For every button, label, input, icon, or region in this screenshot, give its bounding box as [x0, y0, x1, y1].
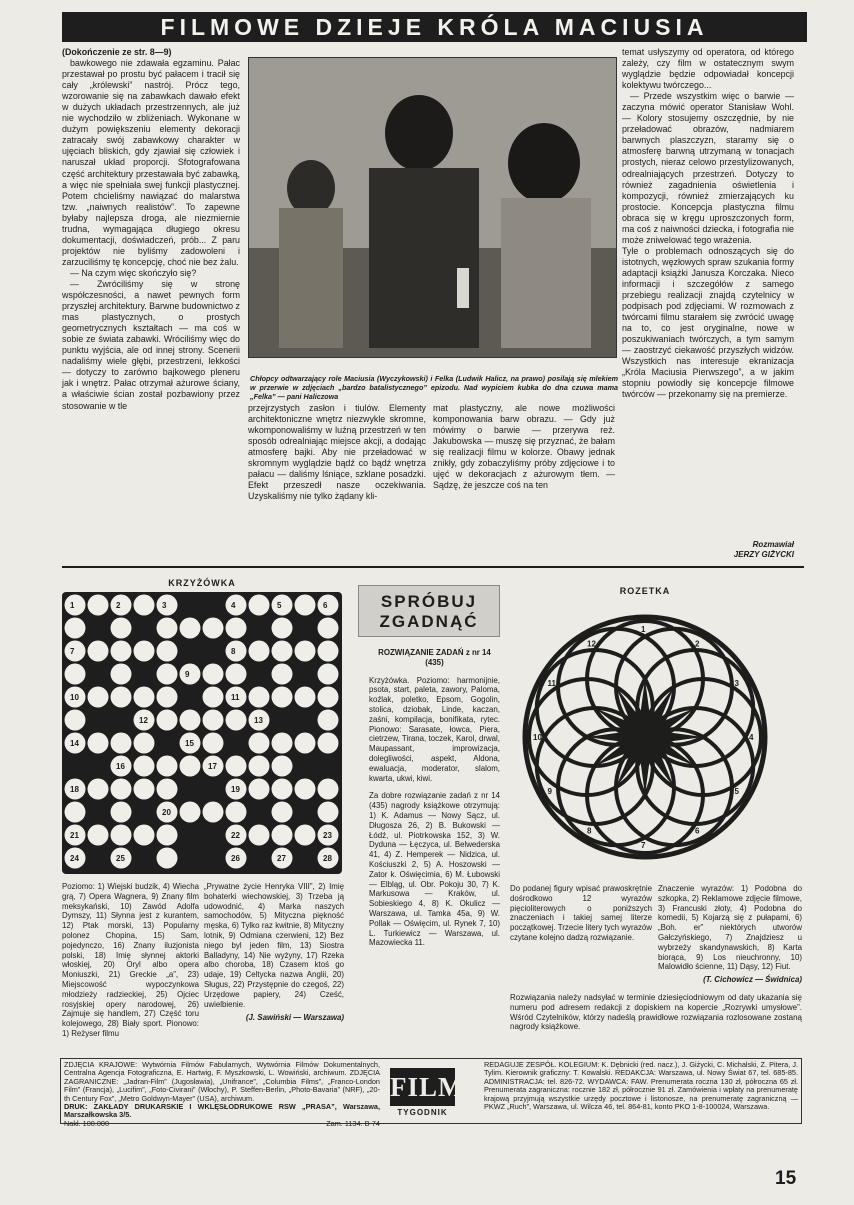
crossword-cell [111, 664, 132, 685]
paragraph: bawkowego nie zdawała egzaminu. Pałac przestawał po prostu być pałacem i tracił się cały „królewski” nastrój. Prócz tego, wzorowanie się na zabawkach dawało efekt w dużych układach przestrzennych, ale już nie wychodziło w zbliżeniach. Wykonane w dużym powiększeniu elementy dekoracji zatracały swój zabawkowy charakter w ujęciach bliskich, gdy zjawiał się człowiek i naruszał układ proporcji. Sfotografowana część architektury przestawała być zabawką, a więc nie spełniała swej funkcji plastycznej. Potem chcieliśmy nawiązać do malarstwa tzw. „naiwnych realistów”. To zapewne byłaby najlepsza droga, ale niezmiernie trudna, wymagająca długiego okresu dokumentacji, doświadczeń, prób... Z paru projektów nie byliśmy zadowoleni i zarzuciliśmy tę koncepcję, choć nie bez żalu. [62, 58, 240, 267]
crossword-number: 26 [231, 854, 240, 863]
crossword-cell [226, 641, 247, 662]
quiz-title-box [358, 585, 500, 637]
rosette-number: 7 [641, 841, 646, 850]
crossword-cell [203, 733, 224, 754]
crossword-number: 7 [70, 647, 75, 656]
paragraph: — Zwróciliśmy się w stronę współczesności, a nawet pewnych form przyszłej architektury. Barwne budownictwo z mas plastycznych, o prostych geometrycznych kształtach — ma coś w sobie ze świata zabawki. Wróciliśmy więc do punktu wyjścia, ale od innej strony. Scenerii nadaliśmy wiele głębi, przestrzeni, lekkości — dotyczy to zarówno bajkowego pleneru jak i wnętrz. Pałac otrzymał ażurowe ściany, a właściwie ścian został pozbawiony przez stosowanie w tle [62, 278, 240, 411]
crossword-cell [272, 618, 293, 639]
footer-editorial-text: REDAGUJE ZESPÓŁ. KOLEGIUM: K. Dębnicki (red. nacz.), J. Giżycki, C. Michalski, Z. Pitera, J. Tylim. Kierownik graficzny: T. Kowalski. REDAKCJA: Warszawa, ul. Nowy Świat 67, tel. 685-85. ADMINISTRACJA: tel. 826-72. WYDAWCA: FAW. Prenumerata roczna 130 zł, półroczna 65 zł. Prenumerata zagraniczna: rocznie 182 zł, półrocznie 91 zł. Zamówienia i wpłaty na prenumeratę krajową przyjmują wszystkie urzędy pocztowe i listonosze, na prenumeratę zagraniczną — PKWZ „Ruch”, Warszawa, ul. Wilcza 46, tel. 864-81, konto PKO 1-8-100024, Warszawa. [484, 1060, 798, 1112]
crossword-cell [318, 618, 339, 639]
crossword-cell [203, 710, 224, 731]
crossword-cell [111, 802, 132, 823]
article-column-2 [248, 403, 426, 555]
crossword-cell [111, 641, 132, 662]
crossword-cell [249, 733, 270, 754]
crossword-cell [249, 687, 270, 708]
film-logo: FILM [390, 1068, 455, 1106]
crossword-cell [318, 779, 339, 800]
article-title-banner: FILMOWE DZIEJE KRÓLA MACIUSIA [62, 12, 807, 42]
crossword-cell [134, 825, 155, 846]
footer-order: Zam. 1134. B-74 [326, 1118, 380, 1128]
paragraph: — Na czym więc skończyło się? [70, 267, 197, 278]
crossword-number: 5 [277, 601, 282, 610]
crossword-cell [111, 733, 132, 754]
crossword-cell [88, 687, 109, 708]
crossword-cell [157, 710, 178, 731]
crossword-number: 6 [323, 601, 328, 610]
footer-print: DRUK: ZAKŁADY DRUKARSKIE I WKLĘSŁODRUKOWE RSW „PRASA”, Warszawa, Marszałkowska 3/5. [64, 1102, 380, 1120]
article-column-1 [62, 47, 240, 554]
footer-photo-credits: ZDJĘCIA KRAJOWE: Wytwórnia Filmów Fabularnych, Wytwórnia Filmów Dokumentalnych, Centralna Agencja Fotograficzna, E. Hartwig, F. Myszkowski, L. Wowiński, archiwum. ZDJĘCIA ZAGRANICZNE: „Jadran-Film” (Jugosławia), „Unifrance”, „Columbia Films”, „Franco-London Film” (Francja), „Lucifim”, „Foto-Civirani” (Włochy), P. Steffen-Berlin, „Photo-Bavaria” (NRF), „20-th Century Fox”, „Metro Goldwyn-Mayer” (USA), archiwum. [64, 1060, 380, 1103]
crossword-number: 1 [70, 601, 75, 610]
crossword-cell [295, 595, 316, 616]
crossword-cell [318, 641, 339, 662]
continuation-note: (Dokończenie ze str. 8—9) [62, 47, 172, 57]
crossword-clues-right [204, 882, 344, 1052]
crossword-cell [134, 756, 155, 777]
crossword-cell [249, 756, 270, 777]
crossword-cell [203, 618, 224, 639]
crossword-svg [62, 592, 342, 874]
crossword-cell [88, 733, 109, 754]
crossword-cell [88, 825, 109, 846]
crossword-cell [272, 641, 293, 662]
crossword-cell [272, 687, 293, 708]
crossword-number: 28 [323, 854, 332, 863]
crossword-number: 27 [277, 854, 286, 863]
crossword-number: 16 [116, 762, 125, 771]
quiz-title-line1: SPRÓBUJ [380, 592, 478, 611]
crossword-cell [134, 595, 155, 616]
crossword-cell [157, 848, 178, 869]
crossword-cell [65, 618, 86, 639]
crossword-cell [226, 618, 247, 639]
rosette-number: 3 [734, 679, 739, 688]
rosette-svg [520, 600, 770, 875]
crossword-cell [157, 595, 178, 616]
crossword-number: 19 [231, 785, 240, 794]
crossword-cell [226, 802, 247, 823]
crossword-cell [180, 618, 201, 639]
crossword-title: KRZYŻÓWKA [168, 578, 236, 588]
rosette-instructions: Do podanej figury wpisać prawoskrętnie dośrodkowo 12 wyrazów pięcioliterowych o poniższych znaczeniach i takiej samej literze początkowej. Trzecie litery tych wyrazów czytane kolejno dadzą rozwiązanie. [510, 884, 652, 942]
crossword-number: 10 [70, 693, 79, 702]
crossword-cell [134, 687, 155, 708]
crossword-cell [226, 595, 247, 616]
crossword-cell [180, 802, 201, 823]
paragraph: przejrzystych zasłon i tiulów. Elementy architektoniczne wnętrz niezwykle skromne, wkomponowaliśmy w luźną przestrzeń w ten sposób odrealniając miejsce akcji, a dodając atmosferę bajki. Aby nie przeładować w skromnym wyglądzie bądź co bądź wnętrza pałacu — daliśmy lśniące, szklane posadzki. Efekt przeszedł nasze oczekiwania. Uzyskaliśmy nie tylko żądany kli- [248, 403, 426, 502]
rosette-number: 6 [695, 826, 700, 836]
crossword-cell [272, 756, 293, 777]
crossword-cell [249, 825, 270, 846]
crossword-cell [111, 595, 132, 616]
paragraph: mat plastyczny, ale nowe możliwości komponowania barw obrazu. — Gdy już mówimy o barwie — przerywa reż. Jakubowska — muszę się przyznać, że bałam się realizacji filmu w kolorze. Obawy jednak znikły, gdy zobaczyliśmy próby zdjęciowe i to ujęć w dekoracjach z ażurowym tłem. — Sądzę, że jeszcze coś na ten [433, 403, 615, 491]
article-column-4 [622, 47, 794, 539]
crossword-cell [249, 641, 270, 662]
photo-illustration [249, 58, 616, 357]
rosette-number: 12 [587, 639, 596, 649]
rosette-clues: Znaczenie wyrazów: 1) Podobna do szkopka, 2) Reklamowe zdjęcie filmowe, 3) Francuski złoty, 4) Podobna do komedii, 5) Kojarzą się z pułapami, 6) „Boh. er” niektórych utworów Gałczyńskiego, 7) Znajdziesz u wybrzeży skandynawskich, 8) Karta biorąca, 9) Los nieuchronny, 10) Malowidło ścienne, 11) Dąsy, 12) Fiut. [658, 884, 802, 972]
crossword-number: 2 [116, 601, 121, 610]
crossword-cell [318, 664, 339, 685]
crossword-cell [157, 825, 178, 846]
crossword-cell [157, 664, 178, 685]
crossword-cell [272, 802, 293, 823]
crossword-number: 18 [70, 785, 79, 794]
crossword-cell [203, 664, 224, 685]
crossword-cell [226, 756, 247, 777]
crossword-cell [226, 710, 247, 731]
rosette-number: 11 [547, 679, 556, 688]
paragraph: temat usłyszymy od operatora, od którego zależy, czy film w ostatecznym swym wyglądzie będzie odpowiadał koncepcji kolektywu twórczego... [622, 47, 794, 91]
crossword-cell [272, 733, 293, 754]
footer-circulation: Nakł. 100.000 [64, 1118, 110, 1128]
rosette-title: ROZETKA [619, 586, 671, 596]
crossword-cell [295, 641, 316, 662]
quiz-title-line2: ZGADNĄĆ [379, 612, 479, 631]
rosette-number: 9 [547, 787, 552, 796]
rosette-number: 10 [533, 733, 542, 742]
crossword-clues-left [62, 882, 199, 1052]
article-photo [248, 57, 617, 358]
crossword-number: 17 [208, 762, 217, 771]
crossword-cell [295, 779, 316, 800]
crossword-number: 25 [116, 854, 125, 863]
crossword-cell [295, 687, 316, 708]
footer-editorial [484, 1061, 798, 1121]
crossword-cell [65, 641, 86, 662]
crossword-author: (J. Sawiński — Warszawa) [245, 1013, 344, 1023]
footer-circulation-line [64, 1120, 380, 1128]
crossword-cell [134, 733, 155, 754]
crossword-cell [157, 641, 178, 662]
signature: JERZY GIŻYCKI [733, 550, 794, 559]
signature-intro: Rozmawiał [752, 540, 794, 549]
crossword-number: 8 [231, 647, 236, 656]
crossword-cell [249, 595, 270, 616]
rosette-number: 4 [749, 733, 754, 742]
winners-text: Za dobre rozwiązanie zadań z nr 14 (435) nagrody książkowe otrzymują: 1) K. Adamus — Nowy Sącz, ul. Długosza 26, 2) B. Bukowski — Łódź, ul. Piotrkowska 152, 3) W. Dyduna — Łęczyca, ul. Belwederska 41, 4) Z. Hemperek — Nidzica, ul. Kościuszki 2, 5) A. Hoszowski — Zator k. Oświęcimia, 6) M. Łubowski — Elbląg, ul. Obr. Pokoju 30, 7) K. Markusowa — Kraków, ul. Sobieskiego 4, 8) K. Okulicz — Warszawa, ul. Tamka 45a, 9) W. Pollak — Oświęcim, ul. Rynek 7, 10) L. Turkiewicz — Warszawa, ul. Mazowiecka 11. [369, 791, 500, 948]
quiz-note [510, 993, 802, 1053]
crossword-cell [65, 664, 86, 685]
crossword-cell [88, 641, 109, 662]
crossword-cell [318, 710, 339, 731]
crossword-cell [88, 595, 109, 616]
crossword-cell [157, 779, 178, 800]
crossword-cell [111, 779, 132, 800]
crossword-cell [295, 733, 316, 754]
crossword-cell [111, 687, 132, 708]
rosette-number: 1 [641, 625, 646, 634]
crossword-cell [111, 825, 132, 846]
crossword-clues: Poziomo: 1) Wiejski budzik, 4) Wiecha grą, 7) Opera Wagnera, 9) Znany film meksykański, 10) Zawód Adolfa Dymszy, 11) Słynna jest z kurantem, 12) Ptak morski, 13) Popularny polonez Chopina, 15) Sam, pojedynczo, 16) Znany iluzjonista polski, 18) Imię słynnej aktorki włoskiej, 20) Oryl albo opera Moniuszki, 21) Greckie „a”, 23) Miejscowość wypoczynkowa młodzieży radzieckiej, 25) Ojciec rosyjskiej opery narodowej, 26) Zajmuje się handlem, 27) Część toru kolejowego, 28) Biały sport. Pionowo: 1) Reżyser filmu [62, 882, 199, 1038]
rosette-number: 2 [695, 639, 700, 649]
crossword-cell [203, 802, 224, 823]
photo-caption: Chłopcy odtwarzający role Maciusia (Wyczykowski) i Felka (Ludwik Halicz, na prawo) posilają się mlekiem w przerwie w zdjęciach „bardzo batalistycznego” epizodu. Nad wypiciem kubka do dna czuwa mama „Felka” — pani Haliczowa [250, 374, 618, 401]
crossword-cell [272, 595, 293, 616]
crossword-cell [65, 710, 86, 731]
quiz-solutions [369, 648, 500, 1053]
crossword-number: 14 [70, 739, 79, 748]
crossword-cell [157, 618, 178, 639]
crossword-cell [134, 779, 155, 800]
crossword-cell [249, 779, 270, 800]
rosette-text-right [658, 884, 802, 990]
crossword-clues-continued: „Prywatne życie Henryka VIII”, 2) Imię bohaterki wiechowskiej, 3) Trzeba ją udowodnić, 4) Marka naszych samochodów, 5) Mityczna piękność męska, 6) Tylko raz kwitnie, 8) Mityczny lotnik, 9) Odmiana czerwieni, 12) Bez niego byl jeden film, 13) Siostra Balladyny, 14) Nie wyżyny, 17) Rzeka albo choroba, 18) Czasem ktoś go udaje, 19) Celtycka nazwa Anglii, 20) Sługus, 22) Przystępnie do czegoś, 22) Urzędowe papiery, 24) Cześć, uwielbienie. [204, 882, 344, 1009]
paragraph: Tyle o problemach odnoszących się do istotnych, węzłowych spraw szukania formy adaptacji książki Janusza Korczaka. Nieco informacji i szczegółów z samego przebiegu realizacji znajdą czytelnicy w podpisach pod zdjęciami. W rozmowach z twórcami filmu starałem się zwrócić uwagę na to, co jest oryginalne, nowe w poszukiwaniach twórczych, a tym samym — zaostrzyć ciekawość przyszłych widzów. Wszystkich nas interesuje ekranizacja „Króla Maciusia Pierwszego”, a w jakim stopniu powiodły się koncepcje filmowe twórców — przekonamy się na premierze. [622, 245, 794, 400]
rosette-figure [520, 600, 770, 875]
crossword-cell [180, 710, 201, 731]
crossword-number: 15 [185, 739, 194, 748]
article-column-3 [433, 403, 615, 555]
crossword-cell [65, 802, 86, 823]
crossword-number: 24 [70, 854, 79, 863]
crossword-number: 13 [254, 716, 263, 725]
crossword-cell [318, 687, 339, 708]
crossword-cell [295, 825, 316, 846]
crossword-cell [157, 687, 178, 708]
crossword-number: 20 [162, 808, 171, 817]
crossword-number: 23 [323, 831, 332, 840]
crossword-number: 12 [139, 716, 148, 725]
crossword-number: 9 [185, 670, 190, 679]
crossword-cell [226, 664, 247, 685]
crossword-cell [272, 825, 293, 846]
crossword-number: 3 [162, 601, 167, 610]
crossword-number: 4 [231, 601, 236, 610]
footer-credits [64, 1060, 380, 1128]
rosette-text-left [510, 884, 652, 990]
crossword-number: 22 [231, 831, 240, 840]
page-number: 15 [775, 1168, 797, 1189]
quiz-note-text: Rozwiązania należy nadsyłać w terminie dziesięciodniowym od daty ukazania się numeru pod adresem redakcji z dopiskiem na kopercie „Rozrywki umysłowe”. Wśród Czytelników, którzy nadeślą prawidłowe rozwiązania rozlosowane zostaną nagrody książkowe. [510, 993, 802, 1032]
crossword-cell [111, 618, 132, 639]
crossword-cell [88, 779, 109, 800]
solutions-title: ROZWIĄZANIE ZADAŃ z nr 14 (435) [378, 648, 491, 667]
crossword-cell [272, 779, 293, 800]
crossword-cell [318, 733, 339, 754]
crossword-grid [62, 592, 342, 874]
solutions-text: Krzyżówka. Poziomo: harmonijnie, psota, start, paleta, zawory, Paloma, koźlak, poletko, Epsom, Gogolin, stolica, dziobak, Linde, kaczan, zaśni, kompilacja, bonifikata, rytec. Pionowo: Sarasate, łowca, Piera, cietrzew, Tirana, toczek, Karol, drwal, Maupassant, improwizacja, dolegliwości, aspekt, Aldona, ewaluacja, moderator, slalom, kwarta, ukwi, kiwi. [369, 675, 500, 783]
crossword-cell [65, 595, 86, 616]
crossword-cell [180, 664, 201, 685]
film-logo-subtitle: TYGODNIK [397, 1108, 448, 1117]
rosette-number: 8 [587, 826, 592, 836]
rosette-number: 5 [734, 787, 739, 796]
crossword-number: 21 [70, 831, 79, 840]
rosette-center-star [587, 679, 703, 795]
paragraph: — Przede wszystkim więc o barwie — zaczyna mówić operator Stanisław Wohl. — Kolory stosujemy oszczędnie, by nie przeładować obrazów, nadmiarem barwnych plaszczyzn, staramy się o atmosferę barwną utrzymaną w tonacjach prostych, nieraz celowo przestylizowanych, odrealniających przestrzeń. Dotyczy to również zagadnienia oświetlenia i kompozycji, również zmierzających ku prostocie. Koncepcja plastyczna filmu obraca się w kręgu uproszczonych form, ma coś z naiwności dziecka, i fotografia nie może zniwelować tego wrażenia. [622, 91, 794, 245]
crossword-cell [318, 802, 339, 823]
crossword-cell [134, 641, 155, 662]
crossword-cell [157, 756, 178, 777]
section-divider [62, 566, 804, 568]
crossword-cell [203, 687, 224, 708]
crossword-cell [318, 595, 339, 616]
rosette-author: (T. Cichowicz — Świdnica) [703, 975, 802, 985]
crossword-cell [180, 756, 201, 777]
crossword-cell [272, 664, 293, 685]
crossword-number: 11 [231, 693, 240, 702]
article-signature-block [622, 540, 794, 560]
